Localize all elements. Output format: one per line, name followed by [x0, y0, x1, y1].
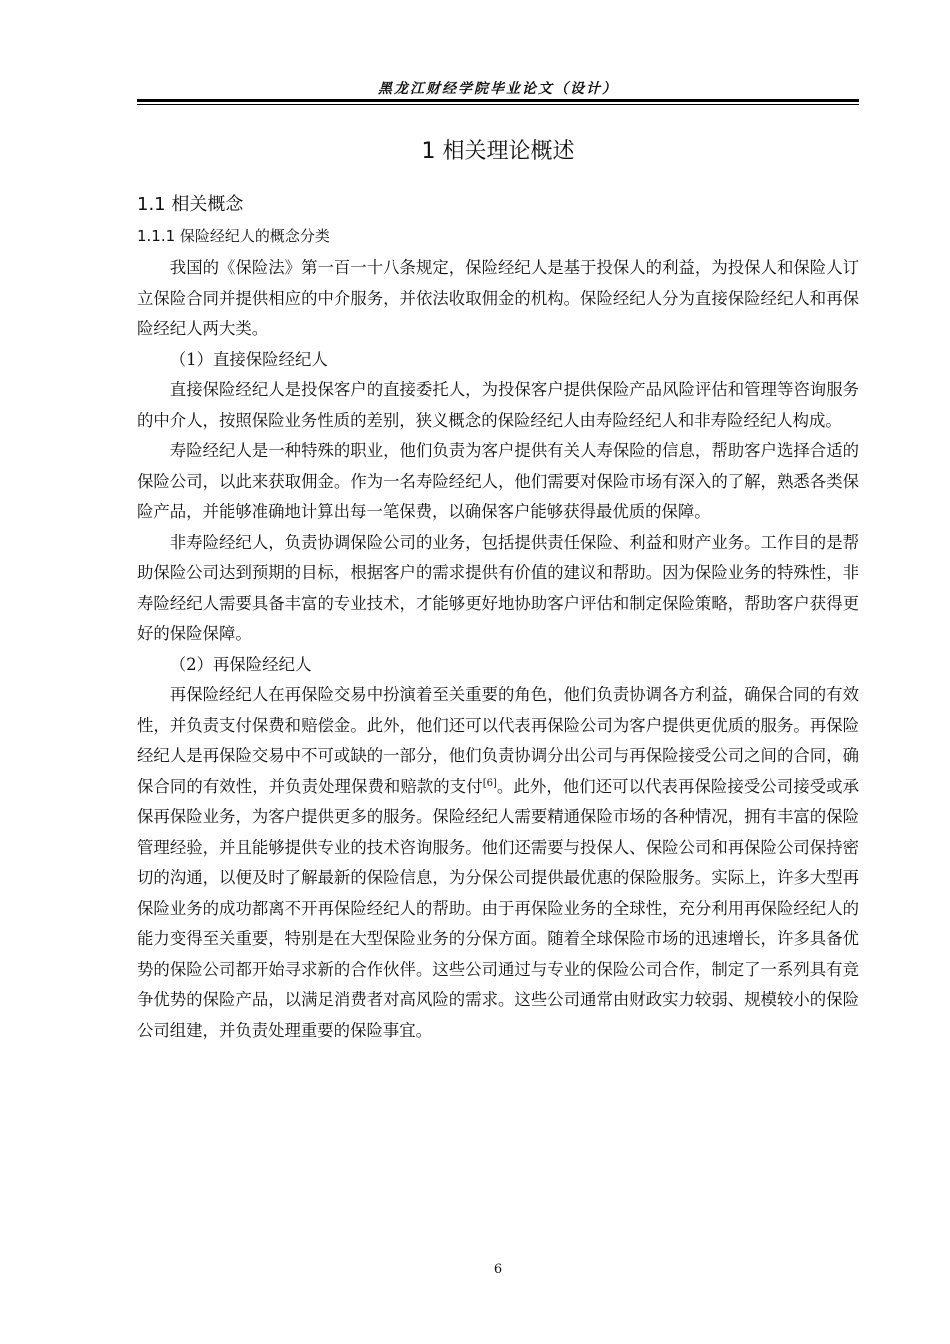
paragraph — [137, 680, 859, 1046]
paragraph: 非寿险经纪人，负责协调保险公司的业务，包括提供责任保险、利益和财产业务。工作目的是帮助保险公司达到预期的目标，根据客户的需求提供有价值的建议和帮助。因为保险业务的特殊性，非寿险经纪人需要具备丰富的专业技术，才能够更好地协助客户评估和制定保险策略，帮助客户获得更好的保险保障。 — [137, 532, 859, 643]
subsection-title: 1.1.1 保险经纪人的概念分类 — [137, 227, 330, 245]
chapter-title: 1 相关理论概述 — [421, 139, 575, 164]
paragraph-text: 再保险经纪人在再保险交易中扮演着至关重要的角色，他们负责协调各方利益，确保合同的有效性，并负责支付保费和赔偿金。此外，他们还可以代表再保险公司为客户提供更优质的服务。再保险经纪人是再保险交易中不可或缺的一部分，他们负责协调分出公司与再保险接受公司之间的合同，确保合同的有效性，并负责处理保费和赔款的支付 — [137, 685, 859, 796]
citation-marker: [6] — [482, 777, 497, 789]
running-header: 黑龙江财经学院毕业论文（设计） — [378, 81, 618, 97]
paragraph: 直接保险经纪人是投保客户的直接委托人，为投保客户提供保险产品风险评估和管理等咨询服务的中介人，按照保险业务性质的差别，狭义概念的保险经纪人由寿险经纪人和非寿险经纪人构成。 — [137, 380, 859, 430]
header-rule-thick — [137, 99, 859, 102]
section-title: 1.1 相关概念 — [137, 194, 244, 215]
body-text — [137, 253, 859, 1046]
list-heading: （1）直接保险经纪人 — [169, 349, 328, 369]
paragraph: 寿险经纪人是一种特殊的职业，他们负责为客户提供有关人寿保险的信息，帮助客户选择合适的保险公司，以此来获取佣金。作为一名寿险经纪人，他们需要对保险市场有深入的了解，熟悉各类保险产品，并能够准确地计算出每一笔保费，以确保客户能够获得最优质的保障。 — [137, 441, 859, 521]
paragraph-text-continued: 。此外，他们还可以代表再保险接受公司接受或承保再保险业务，为客户提供更多的服务。保险经纪人需要精通保险市场的各种情况，拥有丰富的保险管理经验，并且能够提供专业的技术咨询服务。他们还需要与投保人、保险公司和再保险公司保持密切的沟通，以便及时了解最新的保险信息，为分保公司提供最优惠的保险服务。实际上，许多大型再保险业务的成功都离不开再保险经纪人的帮助。由于再保险业务的全球性，充分利用再保险经纪人的能力变得至关重要，特别是在大型保险业务的分保方面。随着全球保险市场的迅速增长，许多具备优势的保险公司都开始寻求新的合作伙伴。这些公司通过与专业的保险公司合作，制定了一系列具有竞争优势的保险产品，以满足消费者对高风险的需求。这些公司通常由财政实力较弱、规模较小的保险公司组建，并负责处理重要的保险事宜。 — [137, 776, 860, 1040]
list-heading: （2）再保险经纪人 — [169, 654, 312, 674]
paragraph: 我国的《保险法》第一百一十八条规定，保险经纪人是基于投保人的利益，为投保人和保险人订立保险合同并提供相应的中介服务，并依法收取佣金的机构。保险经纪人分为直接保险经纪人和再保险经纪人两大类。 — [137, 258, 859, 338]
header-rule-thin — [137, 104, 859, 105]
page-number: 6 — [493, 1262, 503, 1277]
